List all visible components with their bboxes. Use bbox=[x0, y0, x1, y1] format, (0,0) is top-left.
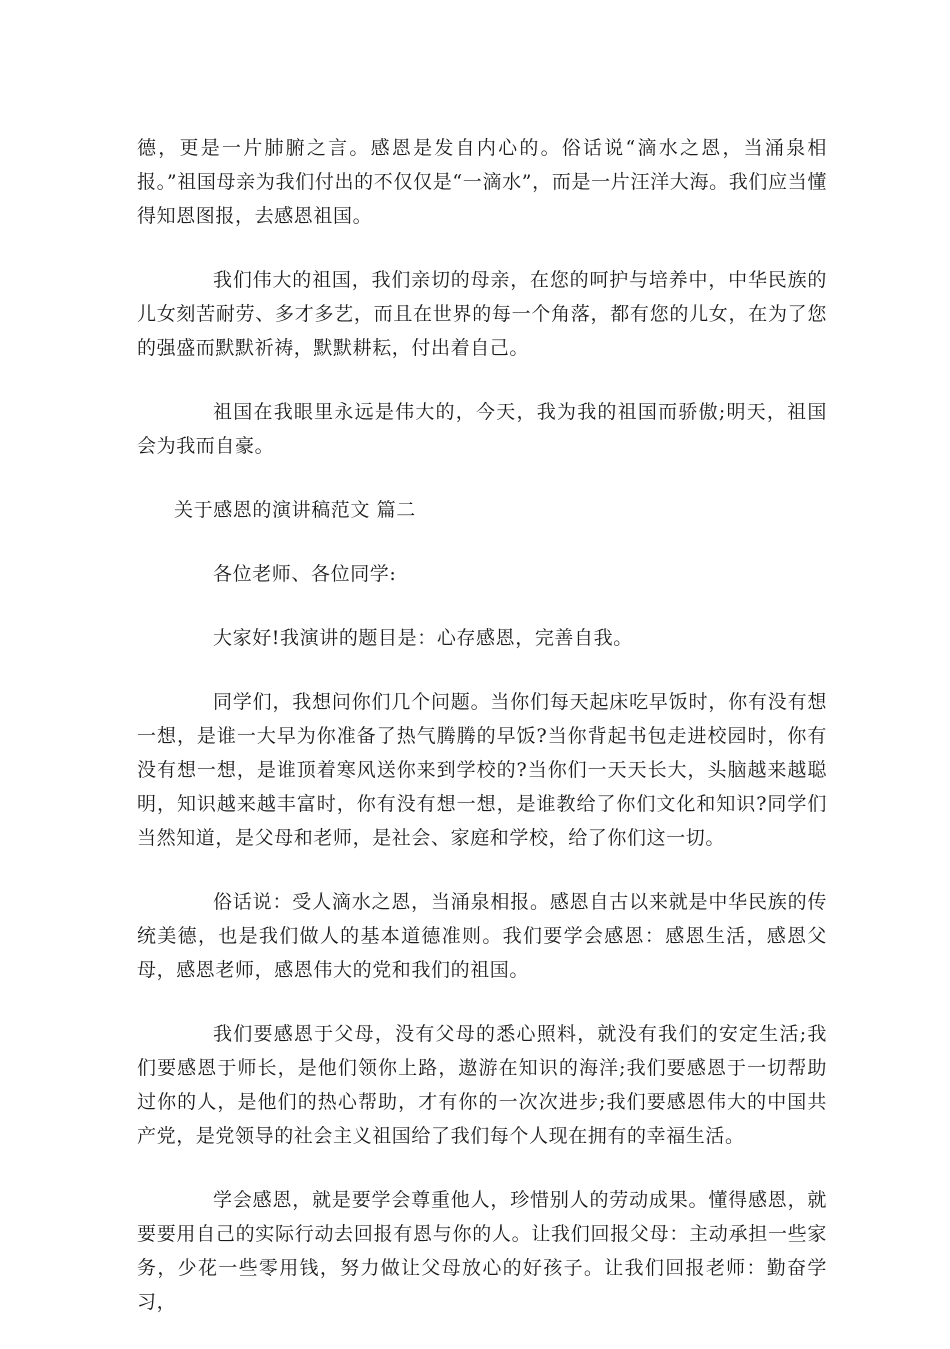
salutation-topic: 大家好!我演讲的题目是：心存感恩，完善自我。 bbox=[213, 627, 633, 649]
paragraph-motherland-pride: 祖国在我眼里永远是伟大的，今天，我为我的祖国而骄傲;明天，祖国会为我而自豪。 bbox=[137, 401, 827, 457]
paragraph-continued: 德，更是一片肺腑之言。感恩是发自内心的。俗话说“滴水之恩，当涌泉相报。”祖国母亲为我们付出的不仅仅是“一滴水”，而是一片汪洋大海。我们应当懂得知恩图报，去感恩祖国。 bbox=[137, 137, 827, 227]
paragraph-proverb: 俗话说：受人滴水之恩，当涌泉相报。感恩自古以来就是中华民族的传统美德，也是我们做人的基本道德准则。我们要学会感恩：感恩生活，感恩父母，感恩老师，感恩伟大的党和我们的祖国。 bbox=[137, 891, 827, 981]
document-body bbox=[137, 131, 827, 1349]
paragraph-motherland-children: 我们伟大的祖国，我们亲切的母亲，在您的呵护与培养中，中华民族的儿女刻苦耐劳、多才多艺，而且在世界的每一个角落，都有您的儿女，在为了您的强盛而默默祈祷，默默耕耘，付出着自己。 bbox=[137, 269, 827, 359]
paragraph-gratitude-list: 我们要感恩于父母，没有父母的悉心照料，就没有我们的安定生活;我们要感恩于师长，是他们领你上路，遨游在知识的海洋;我们要感恩于一切帮助过你的人，是他们的热心帮助，才有你的一次次进步;我们要感恩伟大的中国共产党，是党领导的社会主义祖国给了我们每个人现在拥有的幸福生活。 bbox=[137, 1023, 827, 1147]
paragraph-questions: 同学们，我想问你们几个问题。当你们每天起床吃早饭时，你有没有想一想，是谁一大早为你准备了热气腾腾的早饭?当你背起书包走进校园时，你有没有想一想，是谁顶着寒风送你来到学校的?当你们一天天长大，头脑越来越聪明，知识越来越丰富时，你有没有想一想，是谁教给了你们文化和知识?同学们当然知道，是父母和老师，是社会、家庭和学校，给了你们这一切。 bbox=[137, 691, 827, 849]
paragraph-learn-gratitude: 学会感恩，就是要学会尊重他人，珍惜别人的劳动成果。懂得感恩，就要要用自己的实际行动去回报有恩与你的人。让我们回报父母：主动承担一些家务，少花一些零用钱，努力做让父母放心的好孩子。让我们回报老师：勤奋学习， bbox=[137, 1189, 827, 1313]
salutation-audience: 各位老师、各位同学: bbox=[213, 563, 397, 585]
section-heading: 关于感恩的演讲稿范文 篇二 bbox=[174, 499, 416, 521]
